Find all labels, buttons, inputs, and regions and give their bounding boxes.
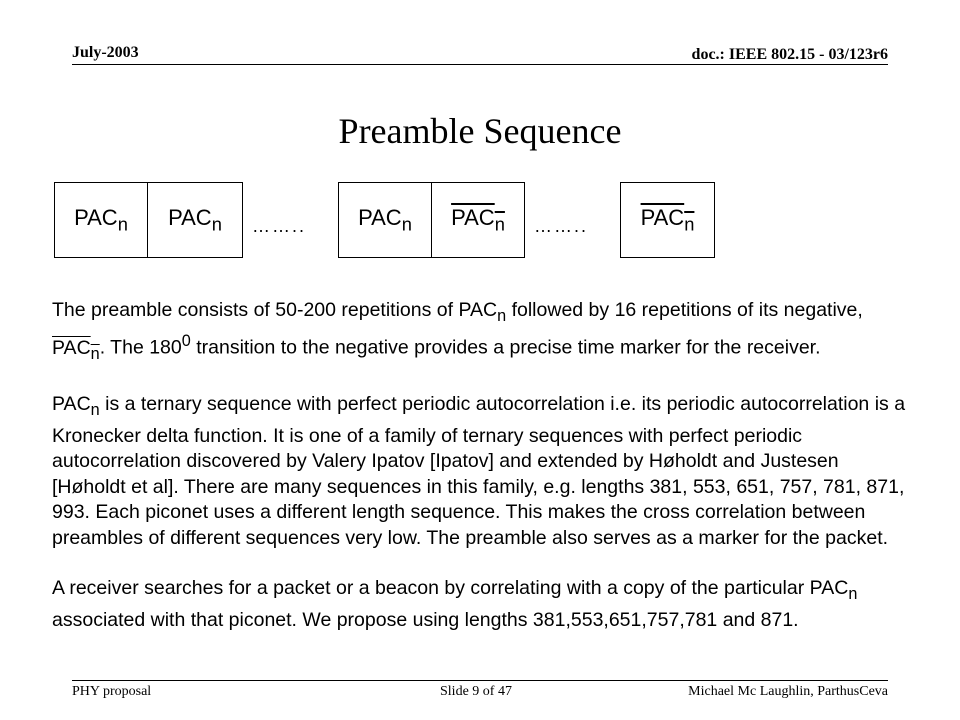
- ellipsis: ……..: [252, 216, 307, 236]
- slide-body: [52, 298, 912, 658]
- slide-title: Preamble Sequence: [338, 111, 622, 151]
- paragraph-receiver: A receiver searches for a packet or a beacon by correlating with a copy of the particular $PAC_n$ associated with that piconet. We propose using lengths 381,553,651,757,781 and 871.: [52, 577, 858, 631]
- pac-box-negated: $PAC_n$: [620, 182, 715, 258]
- pac-box-negated: $PAC_n$: [431, 182, 525, 258]
- header-doc-ref: doc.: IEEE 802.15 - 03/123r6: [691, 46, 888, 63]
- paragraph-pac-definition: $PAC_n$ is a ternary sequence with perfect periodic autocorrelation i.e. its periodic autocorrelation is a Kronecker delta function. It is one of a family of ternary sequences with perfect periodic autocorrelation discovered by Valery Ipatov [Ipatov] and extended by Høholdt and Justesen [Høholdt et al]. There are many sequences in this family, e.g. lengths 381, 553, 651, 757, 781, 871, 993. Each piconet uses a different length sequence. This makes the cross correlation between preambles of different sequences very low. The preamble also serves as a marker for the packet.: [52, 393, 906, 549]
- header-rule: [72, 64, 888, 65]
- pac-box: $PAC_n$: [338, 182, 432, 258]
- pac-box: $PAC_n$: [54, 182, 148, 258]
- paragraph-preamble: The preamble consists of 50-200 repetitions of $PAC_n$ followed by 16 repetitions of its negative, $PAC_n$. The $180^0$ transition to the negative provides a precise time marker for the receiver.: [52, 299, 863, 363]
- header-date: July-2003: [72, 44, 139, 61]
- pac-box: $PAC_n$: [147, 182, 243, 258]
- footer-left: PHY proposal: [72, 684, 152, 699]
- footer-rule: [72, 680, 888, 681]
- ellipsis: ……..: [534, 216, 589, 236]
- footer-slide-number: Slide 9 of 47: [440, 684, 512, 699]
- footer-author: Michael Mc Laughlin, ParthusCeva: [688, 684, 888, 699]
